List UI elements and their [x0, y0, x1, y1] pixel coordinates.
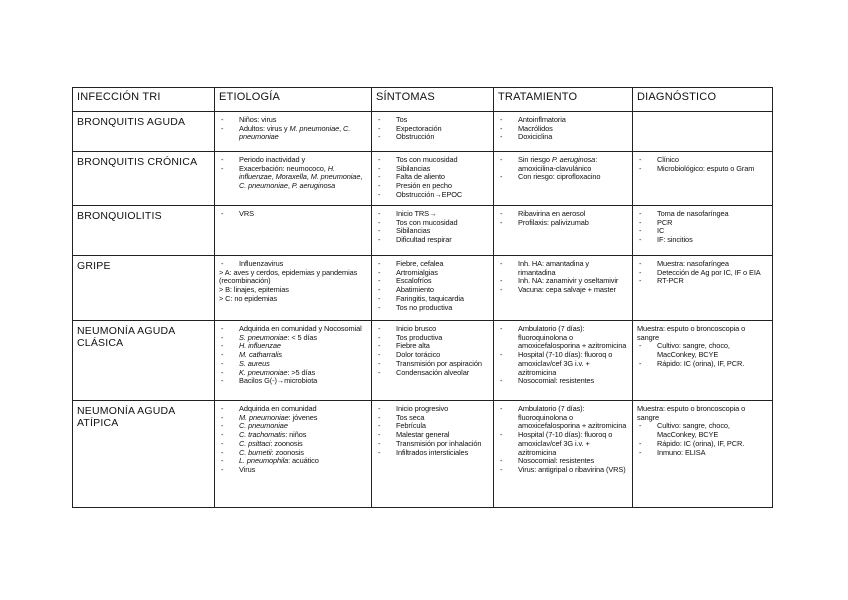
- tratamiento-cell: [494, 206, 633, 256]
- list-item: > C: no epidemias: [219, 293, 278, 303]
- table-row: [73, 152, 773, 206]
- sintomas-cell: [372, 112, 494, 152]
- tratamiento-cell: [494, 321, 633, 401]
- diagnostico-list: [637, 260, 768, 286]
- sintomas-list: [376, 405, 489, 457]
- list-item: - Detección de Ag por IC, IF o EIA: [637, 269, 768, 278]
- list-item: - Faringitis, taquicardia: [376, 295, 489, 304]
- infection-name: BRONQUITIS CRÓNICA: [73, 152, 215, 206]
- list-item: - S. aureus: [219, 360, 367, 369]
- sintomas-cell: [372, 256, 494, 321]
- header-row: [73, 88, 773, 112]
- etiologia-list: [219, 325, 367, 386]
- list-item: - Antoinflmatoria: [498, 116, 628, 125]
- list-item: - Periodo inactividad y: [219, 156, 367, 165]
- etiologia-list: [219, 156, 367, 191]
- list-item: - Adquirida en comunidad: [219, 405, 367, 414]
- list-item: - Microbiológico: esputo o Gram: [637, 165, 768, 174]
- list-item: - Bacilos G(-)→microbiota: [219, 377, 367, 386]
- list-item: - Obstrucción→EPOC: [376, 191, 489, 200]
- tratamiento-list: [498, 325, 628, 386]
- etiologia-list: [219, 260, 367, 304]
- table-row: [73, 206, 773, 256]
- list-item: > B: linajes, epitemias: [219, 285, 289, 295]
- list-item: - Fiebre alta: [376, 342, 489, 351]
- list-item: - Tos con mucosidad: [376, 219, 489, 228]
- list-item: Muestra: esputo o broncoscopia o sangre: [637, 324, 746, 342]
- list-item: - Transmisión por inhalación: [376, 440, 489, 449]
- list-item: - Inh. NA: zanamivir y oseltamivir: [498, 277, 628, 286]
- diagnostico-list: [637, 156, 768, 173]
- list-item: - Tos con mucosidad: [376, 156, 489, 165]
- list-item: - M. pneumoniae: jóvenes: [219, 414, 367, 423]
- sintomas-list: [376, 260, 489, 312]
- header-sintomas: SÍNTOMAS: [372, 88, 494, 112]
- list-item: - Inicio brusco: [376, 325, 489, 334]
- list-item: - Sibilancias: [376, 165, 489, 174]
- list-item: - H. influenzae: [219, 342, 367, 351]
- list-item: Muestra: esputo o broncoscopia o sangre: [637, 404, 746, 422]
- list-item: - Falta de aliento: [376, 173, 489, 182]
- infection-name: BRONQUITIS AGUDA: [73, 112, 215, 152]
- etiologia-cell: [215, 152, 372, 206]
- list-item: - C. trachomatis: niños: [219, 431, 367, 440]
- list-item: - Doxiciclina: [498, 133, 628, 142]
- list-item: - Inicio progresivo: [376, 405, 489, 414]
- list-item: - Adquirida en comunidad y Nocosomial: [219, 325, 367, 334]
- etiologia-cell: [215, 206, 372, 256]
- list-item: - Virus: antigripal o ribavirina (VRS): [498, 466, 628, 475]
- diagnostico-cell: [633, 321, 773, 401]
- list-item: - Malestar general: [376, 431, 489, 440]
- table-row: [73, 321, 773, 401]
- list-item: - Nosocomial: resistentes: [498, 377, 628, 386]
- sintomas-list: [376, 156, 489, 200]
- list-item: - Cultivo: sangre, choco, MacConkey, BCYE: [637, 342, 768, 359]
- list-item: - PCR: [637, 219, 768, 228]
- diagnostico-cell: [633, 112, 773, 152]
- list-item: - Con riesgo: ciprofloxacino: [498, 173, 628, 182]
- diagnostico-list: [637, 210, 768, 245]
- list-item: - C. pneumoniae: [219, 422, 367, 431]
- list-item: - IF: sincitios: [637, 236, 768, 245]
- header-diagnostico: DIAGNÓSTICO: [633, 88, 773, 112]
- list-item: - Presión en pecho: [376, 182, 489, 191]
- list-item: - Expectoración: [376, 125, 489, 134]
- list-item: - Fiebre, cefalea: [376, 260, 489, 269]
- list-item: - Ambulatorio (7 días): fluoroquinolona o amoxicefalosporina + azitromicina: [498, 405, 628, 431]
- diagnostico-cell: [633, 206, 773, 256]
- list-item: - Tos seca: [376, 414, 489, 423]
- etiologia-cell: [215, 256, 372, 321]
- list-item: - C. psittaci: zoonosis: [219, 440, 367, 449]
- list-item: - K. pneumoniae: >5 días: [219, 369, 367, 378]
- list-item: - Tos productiva: [376, 334, 489, 343]
- etiologia-cell: [215, 112, 372, 152]
- list-item: - Rápido: IC (orina), IF, PCR.: [637, 360, 768, 369]
- list-item: - Macrólidos: [498, 125, 628, 134]
- list-item: - Dolor torácico: [376, 351, 489, 360]
- diagnostico-cell: [633, 401, 773, 508]
- list-item: - RT-PCR: [637, 277, 768, 286]
- etiologia-cell: [215, 321, 372, 401]
- list-item: - Transmisión por aspiración: [376, 360, 489, 369]
- infections-table: [72, 87, 773, 508]
- list-item: - Rápido: IC (orina), IF, PCR.: [637, 440, 768, 449]
- list-item: - M. catharralis: [219, 351, 367, 360]
- list-item: - Sin riesgo P. aeruginosa: amoxicilina-clavulánico: [498, 156, 628, 173]
- list-item: - L. pneumophila: acuático: [219, 457, 367, 466]
- list-item: - VRS: [219, 210, 367, 219]
- table-row: [73, 401, 773, 508]
- tratamiento-cell: [494, 401, 633, 508]
- list-item: - Artromialgias: [376, 269, 489, 278]
- list-item: - Vacuna: cepa salvaje + master: [498, 286, 628, 295]
- list-item: - Sibilancias: [376, 227, 489, 236]
- etiologia-list: [219, 116, 367, 142]
- list-item: - Inh. HA: amantadina y rimantadina: [498, 260, 628, 277]
- etiologia-cell: [215, 401, 372, 508]
- list-item: - Clínico: [637, 156, 768, 165]
- header-etiologia: ETIOLOGÍA: [215, 88, 372, 112]
- list-item: - Exacerbación: neumococo, H. influenzae, Moraxella, M. pneumoniae, C. pneumoniae, P. aeruginosa: [219, 165, 367, 191]
- sintomas-list: [376, 210, 489, 245]
- list-item: - Nosocomial: resistentes: [498, 457, 628, 466]
- list-item: - Cultivo: sangre, choco, MacConkey, BCYE: [637, 422, 768, 439]
- tratamiento-list: [498, 156, 628, 182]
- list-item: - Febrícula: [376, 422, 489, 431]
- list-item: - Dificultad respirar: [376, 236, 489, 245]
- list-item: - IC: [637, 227, 768, 236]
- infection-name: GRIPE: [73, 256, 215, 321]
- list-item: - Tos: [376, 116, 489, 125]
- list-item: - Tos no productiva: [376, 304, 489, 313]
- list-item: - Ambulatorio (7 días): fluoroquinolona o amoxicefalosporina + azitromicina: [498, 325, 628, 351]
- list-item: - Escalofríos: [376, 277, 489, 286]
- diagnostico-list: [637, 405, 768, 457]
- list-item: - Hospital (7-10 días): fluoroq o amoxiclav/cef 3G i.v. + azitromicina: [498, 431, 628, 457]
- sintomas-list: [376, 116, 489, 142]
- list-item: - Virus: [219, 466, 367, 475]
- list-item: - Condensación alveolar: [376, 369, 489, 378]
- list-item: - Inicio TRS→: [376, 210, 489, 219]
- sintomas-cell: [372, 152, 494, 206]
- list-item: - Adultos: virus y M. pneumoniae, C. pneumoniae: [219, 125, 367, 142]
- list-item: - C. burnetii: zoonosis: [219, 449, 367, 458]
- header-tratamiento: TRATAMIENTO: [494, 88, 633, 112]
- sintomas-cell: [372, 321, 494, 401]
- list-item: - Abatimiento: [376, 286, 489, 295]
- tratamiento-cell: [494, 112, 633, 152]
- list-item: - Influenzavirus: [219, 260, 367, 269]
- tratamiento-list: [498, 210, 628, 227]
- infection-name: NEUMONÍA AGUDA CLÁSICA: [73, 321, 215, 401]
- etiologia-list: [219, 210, 367, 219]
- tratamiento-cell: [494, 152, 633, 206]
- list-item: - Inmuno: ELISA: [637, 449, 768, 458]
- infection-name: BRONQUIOLITIS: [73, 206, 215, 256]
- list-item: - Ribavirina en aerosol: [498, 210, 628, 219]
- sintomas-cell: [372, 206, 494, 256]
- list-item: > A: aves y cerdos, epidemias y pandemias (recombinación): [219, 267, 358, 286]
- list-item: - Hospital (7-10 días): fluoroq o amoxiclav/cef 3G i.v. + azitromicina: [498, 351, 628, 377]
- etiologia-list: [219, 405, 367, 475]
- diagnostico-cell: [633, 256, 773, 321]
- diagnostico-list: [637, 325, 768, 369]
- list-item: - Infiltrados intersticiales: [376, 449, 489, 458]
- header-infeccion: INFECCIÓN TRI: [73, 88, 215, 112]
- infection-name: NEUMONÍA AGUDA ATÍPICA: [73, 401, 215, 508]
- list-item: - Profilaxis: palivizumab: [498, 219, 628, 228]
- list-item: - Obstrucción: [376, 133, 489, 142]
- tratamiento-list: [498, 116, 628, 142]
- table-row: [73, 256, 773, 321]
- list-item: - Muestra: nasofaríngea: [637, 260, 768, 269]
- tratamiento-list: [498, 260, 628, 295]
- sintomas-cell: [372, 401, 494, 508]
- list-item: - S. pneumoniae: < 5 días: [219, 334, 367, 343]
- tratamiento-list: [498, 405, 628, 475]
- diagnostico-cell: [633, 152, 773, 206]
- list-item: - Niños: virus: [219, 116, 367, 125]
- sintomas-list: [376, 325, 489, 377]
- list-item: - Toma de nasofaríngea: [637, 210, 768, 219]
- tratamiento-cell: [494, 256, 633, 321]
- table-row: [73, 112, 773, 152]
